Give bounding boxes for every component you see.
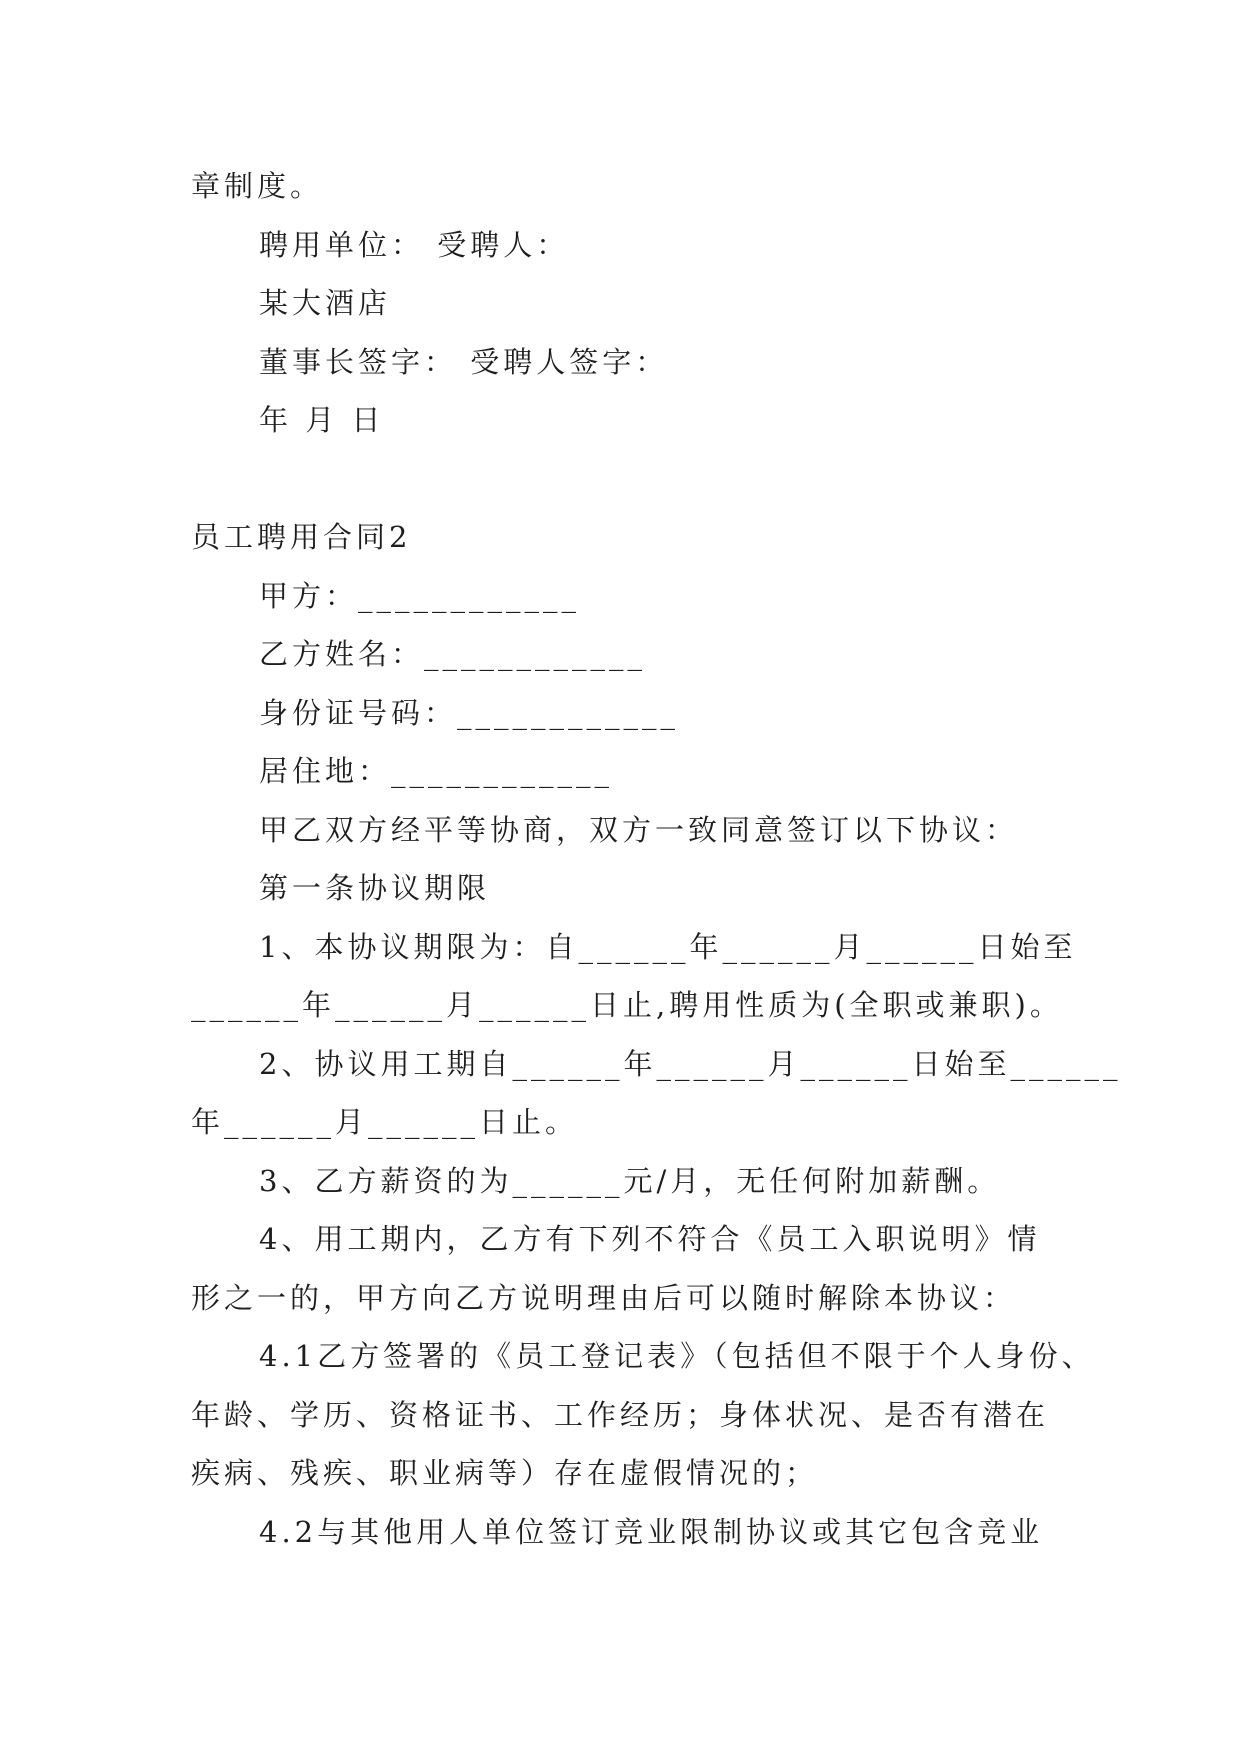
clause-line: 1、本协议期限为：自______年______月______日始至 [259,929,1077,964]
signature-date-line: 年 月 日 [259,403,385,437]
clause-4-1 [191,1327,1191,1503]
employer-name-line: 某大酒店 [259,286,392,320]
clause-line: 3、乙方薪资的为______元/月，无任何附加薪酬。 [259,1163,1001,1198]
clause-line: 4.2与其他用人单位签订竞业限制协议或其它包含竞业 [259,1514,1044,1549]
signature-signers-line: 董事长签字： 受聘人签字： [259,344,669,379]
clause-line: 年______月______日止。 [191,1105,579,1139]
clause-2 [191,1035,1191,1152]
party-b-name-field: 乙方姓名：____________ [259,637,647,671]
clause-1 [191,918,1191,1035]
clause-line: 形之一的，甲方向乙方说明理由后可以随时解除本协议： [191,1280,1017,1315]
residence-field: 居住地：____________ [259,754,614,788]
clause-4-2 [191,1503,1191,1562]
clause-line: ______年______月______日止,聘用性质为(全职或兼职)。 [191,988,1063,1022]
clause-line: 年龄、学历、资格证书、工作经历；身体状况、是否有潜在 [191,1397,1050,1432]
clause-line: 4.1乙方签署的《员工登记表》（包括但不限于个人身份、 [259,1339,1095,1373]
signature-parties-line: 聘用单位： 受聘人： [259,227,570,262]
clause-line: 4、用工期内，乙方有下列不符合《员工入职说明》情 [259,1222,1041,1256]
carryover-line: 章制度。 [191,169,324,203]
article-1 [191,859,1191,1561]
id-number-field: 身份证号码：____________ [259,695,680,730]
party-fields [191,567,1191,801]
document-body [191,157,1191,1561]
section-spacer [191,450,1191,509]
party-a-field: 甲方：____________ [259,578,581,613]
clause-3 [191,1152,1191,1211]
intro-paragraph: 甲乙双方经平等协商，双方一致同意签订以下协议： [259,812,1019,847]
article-heading: 第一条协议期限 [259,871,491,905]
clause-4 [191,1210,1191,1327]
contract-title: 员工聘用合同2 [191,520,412,554]
clause-line: 疾病、残疾、职业病等）存在虚假情况的； [191,1456,819,1490]
signature-block [191,216,1191,450]
clause-line: 2、协议用工期自______年______月______日始至______ [259,1046,1122,1081]
